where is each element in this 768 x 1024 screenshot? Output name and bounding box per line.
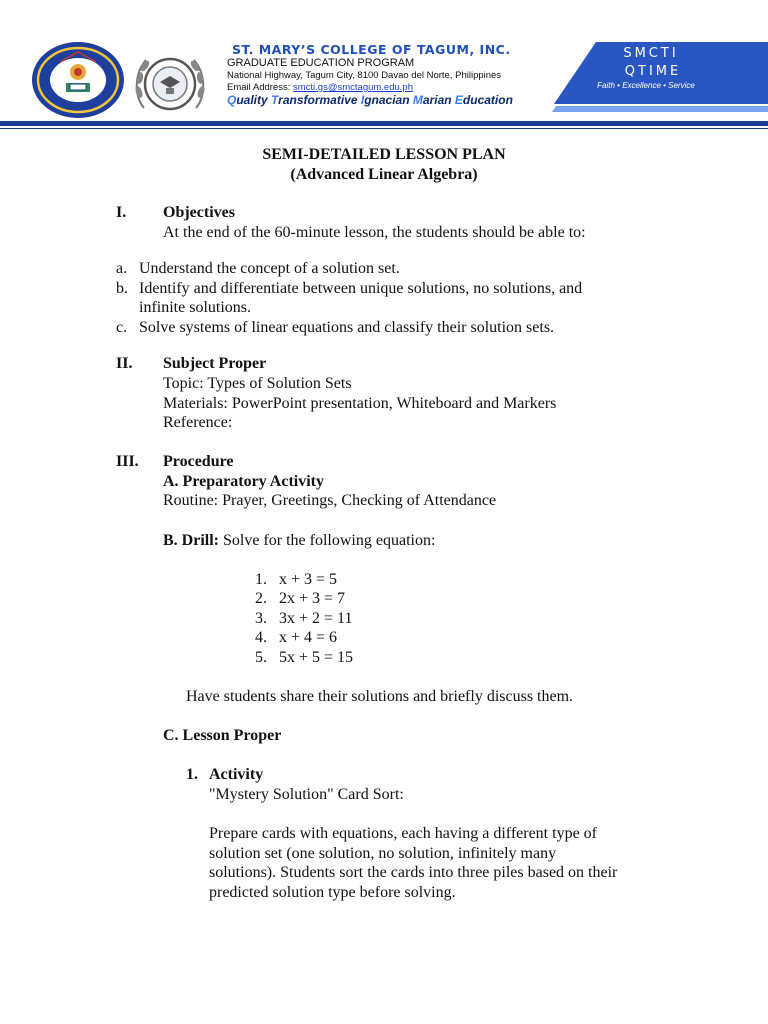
activity-number: 1.	[186, 766, 198, 783]
activity-description-line: predicted solution type before solving.	[209, 884, 456, 901]
equation-number: 1.	[255, 571, 267, 588]
objective-text: Understand the concept of a solution set.	[139, 260, 400, 277]
equation-number: 5.	[255, 649, 267, 666]
equation-number: 4.	[255, 629, 267, 646]
objective-text: Identify and differentiate between unique solutions, no solutions, and	[139, 280, 583, 297]
objectives-intro: At the end of the 60-minute lesson, the students should be able to:	[163, 224, 586, 241]
drill-text: Solve for the following equation:	[219, 532, 436, 549]
motto-initial: M	[412, 93, 423, 107]
header-divider	[0, 121, 768, 126]
equation-number: 3.	[255, 610, 267, 627]
drill-line	[163, 531, 435, 551]
activity-heading: Activity	[209, 766, 264, 783]
equation: 3x + 2 = 11	[279, 610, 353, 627]
motto-initial: T	[271, 93, 279, 107]
objective-text-continued: infinite solutions.	[139, 299, 251, 316]
objective-label: c.	[116, 319, 128, 336]
share-instruction: Have students share their solutions and briefly discuss them.	[186, 688, 574, 705]
document-subtitle: (Advanced Linear Algebra)	[290, 166, 478, 183]
school-seal-logo	[30, 40, 126, 120]
motto-initial: E	[454, 93, 463, 107]
email-label: Email Address:	[227, 82, 293, 93]
objective-label: a.	[116, 260, 128, 277]
school-name: ST. MARY’S COLLEGE OF TAGUM, INC.	[232, 42, 511, 57]
email-link[interactable]: smcti.gs@smctagum.edu.ph	[293, 82, 413, 93]
equation-number: 2.	[255, 590, 267, 607]
motto-word: ransformative	[278, 93, 361, 107]
drill-label: B. Drill:	[163, 532, 219, 549]
motto-word: arian	[422, 93, 455, 107]
section-heading-subject: Subject Proper	[163, 355, 267, 372]
objective-label: b.	[116, 280, 128, 297]
motto-word: uality	[236, 93, 272, 107]
lesson-proper-heading: C. Lesson Proper	[163, 727, 282, 744]
email-line	[227, 82, 413, 93]
equation: x + 4 = 6	[279, 629, 338, 646]
subject-topic: Topic: Types of Solution Sets	[163, 375, 352, 392]
section-heading-procedure: Procedure	[163, 453, 234, 470]
motto	[227, 93, 513, 107]
activity-description-line: solution set (one solution, no solution, infinitely many	[209, 845, 557, 862]
subject-materials: Materials: PowerPoint presentation, Whiteboard and Markers	[163, 395, 557, 412]
equation: 5x + 5 = 15	[279, 649, 354, 666]
program-name: GRADUATE EDUCATION PROGRAM	[227, 57, 415, 69]
preparatory-heading: A. Preparatory Activity	[163, 473, 324, 490]
activity-description-line: solutions). Students sort the cards into three piles based on their	[209, 864, 618, 881]
school-address: National Highway, Tagum City, 8100 Davao del Norte, Philippines	[227, 70, 502, 81]
section-number: III.	[116, 453, 139, 470]
section-heading-objectives: Objectives	[163, 204, 235, 221]
motto-word: ducation	[462, 93, 513, 107]
section-number: I.	[116, 204, 127, 221]
graduate-school-seal-logo	[130, 50, 210, 122]
equation: 2x + 3 = 7	[279, 590, 346, 607]
objective-text: Solve systems of linear equations and classify their solution sets.	[139, 319, 555, 336]
activity-description-line: Prepare cards with equations, each having a different type of	[209, 825, 597, 842]
motto-word: gnacian	[364, 93, 413, 107]
section-number: II.	[116, 355, 133, 372]
badge-qtime: QTIME	[624, 64, 682, 79]
subject-reference: Reference:	[163, 414, 233, 431]
activity-title: "Mystery Solution" Card Sort:	[209, 786, 404, 803]
equation: x + 3 = 5	[279, 571, 338, 588]
badge-tagline: Faith • Excellence • Service	[597, 81, 695, 90]
routine-text: Routine: Prayer, Greetings, Checking of Attendance	[163, 492, 497, 509]
motto-initial: I	[360, 93, 365, 107]
badge-smcti: SMCTI	[623, 46, 679, 61]
header-divider-thin	[0, 128, 768, 129]
motto-initial: Q	[227, 93, 237, 107]
document-title: SEMI-DETAILED LESSON PLAN	[262, 146, 506, 163]
